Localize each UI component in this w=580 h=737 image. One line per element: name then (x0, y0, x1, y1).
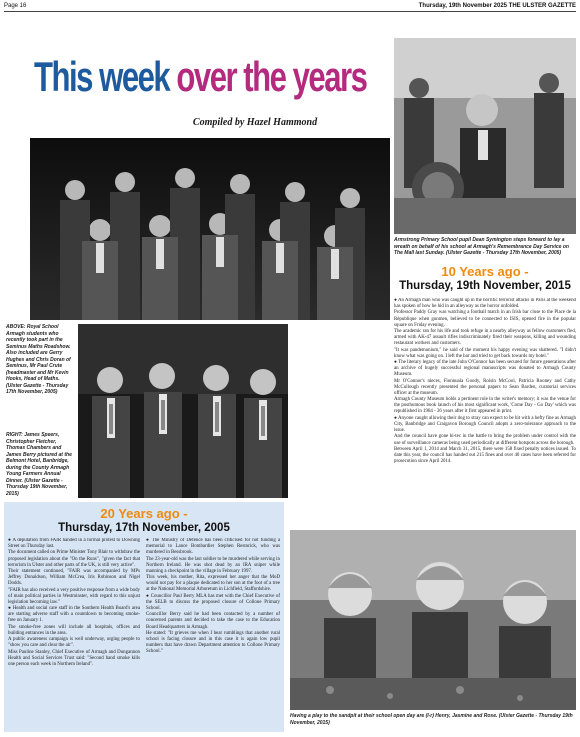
section-10-paragraph: Armagh County Museum holds a pertinent role in the writer's memory; it was the venue for the posthumous book launch of his most significant work, 'Come Day - Go Day' which was republished in 1984 - 36 years after it first appeared in print. (394, 397, 576, 415)
section-10-paragraph: And the council have gone hi-tec in the battle to bring the problem under control with the use of surveillance cameras being used periodically at different hotspots across the borough. (394, 434, 576, 446)
section-20-paragraph: Miss Pauline Stanley, Chief Executive of Armagh and Dungannon Health and Social Services Trust said: "Second hand smoke kills one person each week in Northern Ireland". (8, 649, 140, 667)
caption-royal-school: ABOVE: Royal School Armagh students who recently took part in the Seminus Maths Roadshow. Also included are Gerry Hughes and Chris Doran of Seminus, Mr Paul Crute (headmaster and Mr Kevin Hooks, Head of Maths. (Ulster Gazette - Thursday 17th November, 2005) (6, 324, 71, 395)
section-10-years: 10 Years ago - (441, 264, 529, 279)
section-20-paragraph: ● A deputation from FAIR handed in a formal protest to Downing Street on Thursday last. (8, 538, 140, 550)
dateline: Thursday, 19th November 2025 THE ULSTER GAZETTE (418, 3, 576, 9)
compiled-by: Compiled by Hazel Hammond (192, 117, 318, 128)
section-20-paragraph: "FAIR has also received a very positive response from a wide body of main political parties in Westminster, with regard to this unjust legislation becoming law." (8, 587, 140, 605)
section-20-paragraph: Their statement continued, "FAIR was accompanied by MPs Jeffrey Donaldson, William McCrea, Iris Robinson and Nigel Dodds. (8, 569, 140, 587)
section-10-paragraph: "It was pandemonium," he said of the moment his happy evening was shattered. "I didn't know what was going on. I left the bar and tried to get back towards my hotel." (394, 347, 576, 359)
section-20-paragraph: ● The Ministry of Defence has been criticised for not funding a memorial to Lance Bombardier Stephen Restorick, who was murdered in Bessbrook. (146, 538, 280, 556)
section-20-paragraph: The document called on Prime Minister Tony Blair to withdraw the proposed legislation about the "On the Runs", "given the fact that terrorism in Ulster and other parts of the UK, is still very active". (8, 550, 140, 568)
photo-young-farmers (78, 324, 288, 498)
section-20-col1 (8, 538, 140, 730)
section-20-paragraph: A public awareness campaign is well underway, urging people to "show you care and clear the air". (8, 637, 140, 649)
photo-royal-school (30, 138, 390, 320)
caption-young-farmers: RIGHT: James Speers, Christopher Fletcher, Thomas Chambers and James Berry pictured at the Belmont Hotel, Banbridge, during the County Armagh Young Farmers Annual Dinner. (Ulster Gazette - Thursday 19th November, 2015) (6, 432, 72, 497)
page-number: Page 16 (4, 3, 27, 9)
section-20-paragraph: This week, his mother, Rita, expressed her anger that the MoD would not pay for a plaque dedicated to her son at the foot of a tree at the National Memorial Arboretum in Lichfield, Staffordshire. (146, 575, 280, 593)
section-20-paragraph: Councillor Berry said he had been contacted by a number of concerned parents and decided to take the case to the Education Board Headquarters in Armagh. (146, 612, 280, 630)
section-20-heading (4, 506, 284, 536)
section-10-paragraph: ● The literary legacy of the late John O'Connor has been secured for future generations after an archive of hugely successful regional manuscripts was donated to Armagh County Museum. (394, 360, 576, 378)
section-10-paragraph: Between April 1, 2014 and March 31, 2015, there were 158 fixed penalty notices issued. To date this year, the council has handed out 215 fines and over 40 cases have been referred for prosecution since April 2014. (394, 446, 576, 465)
section-20-paragraph: ● Councillor Paul Berry MLA has met with the Chief Executive of the SELB to discuss the proposed closure of Collone Primary School. (146, 593, 280, 611)
running-head (4, 2, 576, 11)
section-10-paragraph: The academic ran for his life and took refuge in a nearby alleyway as fellow customers fled, armed with AK-47 assault rifles indiscriminately fired their weapons, killing and wounding restaurant workers and customers. (394, 329, 576, 347)
section-20-col2 (146, 538, 280, 730)
masthead-title-part1: This week (34, 53, 170, 100)
section-20-date: Thursday, 17th November, 2005 (58, 522, 230, 534)
photo-sandpit (290, 530, 576, 710)
section-10-body (394, 298, 576, 528)
section-10-paragraph: ● An Armagh man who was caught up in the horrific terrorist attacks in Paris at the weekend has spoken of how he hid in an alleyway as the horror unfolded. (394, 298, 576, 310)
section-10-heading (394, 264, 576, 296)
section-10-paragraph: Mr O'Connor's nieces, Fionnuala Goody, Roisin McCool, Patricia Rooney and Cathy McCullough recently presented the personal papers to Sean Barden, curatorial services officer at the museum. (394, 378, 576, 396)
section-20-paragraph: The 23-year-old was the last soldier to be murdered while serving in Northern Ireland. He was shot dead by an IRA sniper while manning a checkpoint in the village in February 1997. (146, 556, 280, 574)
caption-armstrong: Armstrong Primary School pupil Dean Symington steps forward to lay a wreath on behalf of his school at Armagh's Remembrance Day Service on The Mall last Sunday. (Ulster Gazette - Thursday 17th November, 2005) (394, 237, 569, 256)
section-10-paragraph: ● Anyone caught allowing their dog to stray can expect to be hit with a hefty fine as Armagh City, Banbridge and Craigavon Borough Council adopts a zero-tolerance approach to the issue. (394, 415, 576, 434)
section-20-paragraph: The smoke-free zones will include all hospitals, offices and building entrances in the area. (8, 624, 140, 636)
masthead-title (34, 48, 367, 106)
section-20-years: 20 Years ago - (100, 506, 188, 521)
header-rule (4, 11, 576, 12)
caption-sandpit: Having a play to the sandpit at their school open day are (l-r) Henry, Jasmine and Rose. (Ulster Gazette - Thursday 19th November, 2015) (290, 713, 573, 726)
section-10-paragraph: Professor Paddy Gray was watching a football match in an Irish bar close to the Place de la République when gunmen, believed to be connected to ISIS, opened fire in the popular square on Friday evening. (394, 310, 576, 328)
section-20-paragraph: He stated: "It grieves me when I hear rumblings that another rural school is facing closure and in this case it is again low pupil numbers that have drawn Department attention to Collone Primary School." (146, 630, 280, 655)
section-10-date: Thursday, 19th November, 2015 (399, 280, 571, 292)
section-20-paragraph: ● Health and social care staff in the Southern Health Board's area are starting adverse staff with a countdown to becoming smoke-free on January 1. (8, 606, 140, 624)
photo-armstrong-wreath (394, 38, 576, 234)
masthead-title-part2: over the years (176, 53, 367, 100)
